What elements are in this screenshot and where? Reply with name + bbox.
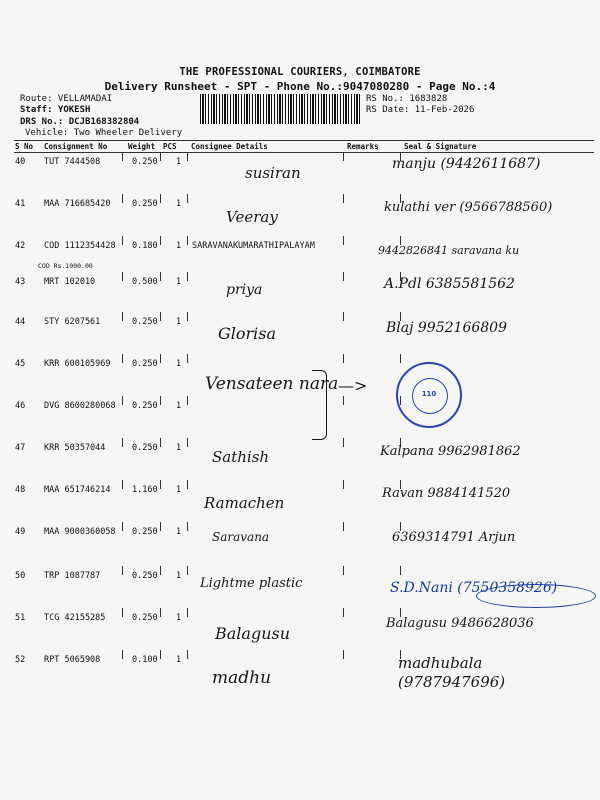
column-tick	[122, 194, 123, 203]
handwritten-consignee: Ramachen	[204, 494, 285, 512]
column-tick	[343, 272, 344, 281]
column-tick	[122, 650, 123, 659]
col-weight: Weight	[128, 142, 156, 151]
column-tick	[160, 236, 161, 245]
column-tick	[187, 566, 188, 575]
column-tick	[122, 272, 123, 281]
table-row	[0, 152, 600, 194]
column-tick	[343, 152, 344, 161]
handwritten-consignee: Glorisa	[218, 324, 277, 343]
handwritten-consignee: Balagusu	[215, 624, 291, 643]
company-seal-stamp	[396, 362, 462, 428]
column-tick	[122, 396, 123, 405]
handwritten-signature: 6369314791 Arjun	[392, 530, 516, 545]
handwritten-signature: A.Pdl 6385581562	[384, 276, 515, 292]
bracket-mark	[312, 370, 327, 440]
col-seal-signature: Seal & Signature	[404, 142, 477, 151]
column-tick	[400, 354, 401, 363]
cell-consignment: RPT 5065908	[44, 655, 101, 665]
handwritten-consignee: madhu	[212, 668, 272, 688]
cell-pcs: 1	[176, 241, 182, 251]
handwritten-signature: Kalpana 9962981862	[380, 444, 521, 459]
table-row	[0, 396, 600, 438]
cell-pcs: 1	[176, 655, 182, 665]
column-tick	[343, 438, 344, 447]
column-tick	[160, 566, 161, 575]
column-tick	[343, 608, 344, 617]
cell-sno: 42	[15, 241, 26, 251]
handwritten-signature: madhubala (9787947696)	[398, 654, 506, 691]
cell-sno: 50	[15, 571, 26, 581]
column-tick	[187, 354, 188, 363]
table-row	[0, 354, 600, 396]
cell-sno: 43	[15, 277, 26, 287]
cell-weight: 0.250	[132, 157, 158, 167]
column-tick	[187, 236, 188, 245]
cell-pcs: 1	[176, 571, 182, 581]
runsheet-title: Delivery Runsheet - SPT - Phone No.:9047080280 - Page No.:4	[104, 80, 496, 93]
column-tick	[343, 354, 344, 363]
column-tick	[122, 236, 123, 245]
cell-sno: 49	[15, 527, 26, 537]
column-tick	[122, 522, 123, 531]
col-consignee: Consignee Details	[191, 142, 268, 151]
cell-weight: 0.250	[132, 401, 158, 411]
cell-weight: 0.250	[132, 199, 158, 209]
cell-consignee: SARAVANAKUMARATHIPALAYAM	[192, 241, 315, 251]
column-tick	[187, 194, 188, 203]
cell-pcs: 1	[176, 401, 182, 411]
column-tick	[187, 272, 188, 281]
cell-consignment: STY 6207561	[44, 317, 101, 327]
table-row	[0, 312, 600, 354]
cell-pcs: 1	[176, 317, 182, 327]
cell-pcs: 1	[176, 359, 182, 369]
column-tick	[160, 650, 161, 659]
cell-weight: 0.250	[132, 359, 158, 369]
cell-consignment: KRR 50357044	[44, 443, 106, 453]
column-tick	[187, 522, 188, 531]
cell-sno: 51	[15, 613, 26, 623]
column-tick	[160, 438, 161, 447]
handwritten-consignee: susiran	[245, 164, 301, 182]
cell-sno: 44	[15, 317, 26, 327]
column-tick	[122, 566, 123, 575]
column-tick	[343, 312, 344, 321]
cell-consignment: TRP 1087787	[44, 571, 101, 581]
column-tick	[160, 480, 161, 489]
cell-weight: 0.180	[132, 241, 158, 251]
handwritten-consignee: priya	[226, 282, 263, 298]
handwritten-signature: Ravan 9884141520	[382, 486, 511, 501]
cell-sno: 41	[15, 199, 26, 209]
handwritten-signature: S.D.Nani (7550358926)	[390, 580, 558, 596]
column-tick	[343, 194, 344, 203]
rs-date-text: RS Date: 11-Feb-2026	[366, 105, 475, 115]
table-row	[0, 650, 600, 692]
handwritten-consignee: Vensateen nara	[205, 374, 339, 394]
column-tick	[122, 312, 123, 321]
cell-sno: 52	[15, 655, 26, 665]
cell-weight: 1.160	[132, 485, 158, 495]
column-tick	[343, 650, 344, 659]
cell-sno: 48	[15, 485, 26, 495]
column-tick	[122, 438, 123, 447]
handwritten-signature: manju (9442611687)	[392, 156, 541, 172]
column-tick	[343, 566, 344, 575]
vehicle-text: Vehicle: Two Wheeler Delivery	[25, 128, 183, 138]
column-tick	[400, 566, 401, 575]
column-tick	[187, 438, 188, 447]
column-tick	[187, 480, 188, 489]
table-row	[0, 480, 600, 522]
cell-consignment: MAA 9000360058	[44, 527, 116, 537]
handwritten-signature: Balagusu 9486628036	[386, 616, 534, 631]
handwritten-signature: kulathi ver (9566788560)	[384, 200, 553, 215]
table-row	[0, 522, 600, 566]
column-tick	[122, 608, 123, 617]
column-tick	[122, 354, 123, 363]
cell-consignment: KRR 600105969	[44, 359, 111, 369]
column-tick	[343, 522, 344, 531]
table-row	[0, 236, 600, 272]
handwritten-signature: Blaj 9952166809	[386, 320, 507, 336]
column-tick	[122, 480, 123, 489]
column-tick	[187, 312, 188, 321]
cell-weight: 0.250	[132, 527, 158, 537]
table-row	[0, 194, 600, 236]
barcode	[200, 94, 360, 124]
col-sno: S No	[15, 142, 34, 151]
handwritten-consignee: Lightme plastic	[200, 576, 303, 591]
cell-weight: 0.250	[132, 571, 158, 581]
handwritten-consignee: Sathish	[212, 448, 270, 466]
handwritten-signature: 9442826841 saravana ku	[378, 244, 520, 257]
handwritten-consignee: Saravana	[212, 530, 270, 544]
column-tick	[187, 396, 188, 405]
column-tick	[122, 152, 123, 161]
table-row	[0, 272, 600, 312]
table-row	[0, 608, 600, 650]
column-tick	[160, 396, 161, 405]
drs-text: DRS No.: DCJB168382804	[20, 117, 140, 127]
cell-weight: 0.250	[132, 613, 158, 623]
arrow-mark: —>	[338, 376, 368, 395]
column-tick	[187, 650, 188, 659]
cell-consignment: DVG 8600280068	[44, 401, 116, 411]
cell-sno: 46	[15, 401, 26, 411]
cod-amount: COD Rs.1000.00	[38, 262, 93, 270]
column-tick	[160, 312, 161, 321]
cell-weight: 0.250	[132, 317, 158, 327]
cell-weight: 0.100	[132, 655, 158, 665]
company-title: THE PROFESSIONAL COURIERS, COIMBATORE	[179, 66, 421, 78]
column-tick	[160, 194, 161, 203]
cell-sno: 40	[15, 157, 26, 167]
column-tick	[160, 522, 161, 531]
cell-pcs: 1	[176, 199, 182, 209]
cell-sno: 45	[15, 359, 26, 369]
col-remarks: Remarks	[347, 142, 379, 151]
col-pcs: PCS	[163, 142, 177, 151]
cell-consignment: TUT 7444508	[44, 157, 101, 167]
cell-pcs: 1	[176, 443, 182, 453]
column-tick	[187, 152, 188, 161]
handwritten-consignee: Veeray	[226, 208, 278, 226]
cell-consignment: MRT 102010	[44, 277, 96, 287]
column-tick	[160, 354, 161, 363]
cell-weight: 0.250	[132, 443, 158, 453]
cell-pcs: 1	[176, 527, 182, 537]
column-tick	[343, 480, 344, 489]
rs-no-text: RS No.: 1683828	[366, 94, 448, 104]
cell-consignment: MAA 651746214	[44, 485, 111, 495]
cell-pcs: 1	[176, 485, 182, 495]
cell-consignment: TCG 42155285	[44, 613, 106, 623]
column-tick	[187, 608, 188, 617]
column-tick	[343, 236, 344, 245]
route-text: Route: VELLAMADAI	[20, 94, 113, 104]
column-tick	[160, 152, 161, 161]
cell-sno: 47	[15, 443, 26, 453]
staff-text: Staff: YOKESH	[20, 105, 91, 115]
cell-pcs: 1	[176, 277, 182, 287]
column-tick	[343, 396, 344, 405]
table-row	[0, 438, 600, 480]
column-tick	[160, 272, 161, 281]
cell-consignment: MAA 716685420	[44, 199, 111, 209]
col-consignment: Consignment No	[44, 142, 108, 151]
cell-pcs: 1	[176, 157, 182, 167]
phone-oval-mark	[476, 584, 596, 608]
header-top-rule	[14, 140, 594, 141]
cell-consignment: COD 1112354428	[44, 241, 116, 251]
cell-pcs: 1	[176, 613, 182, 623]
column-tick	[160, 608, 161, 617]
seal-number: 110	[421, 390, 437, 398]
cell-weight: 0.500	[132, 277, 158, 287]
